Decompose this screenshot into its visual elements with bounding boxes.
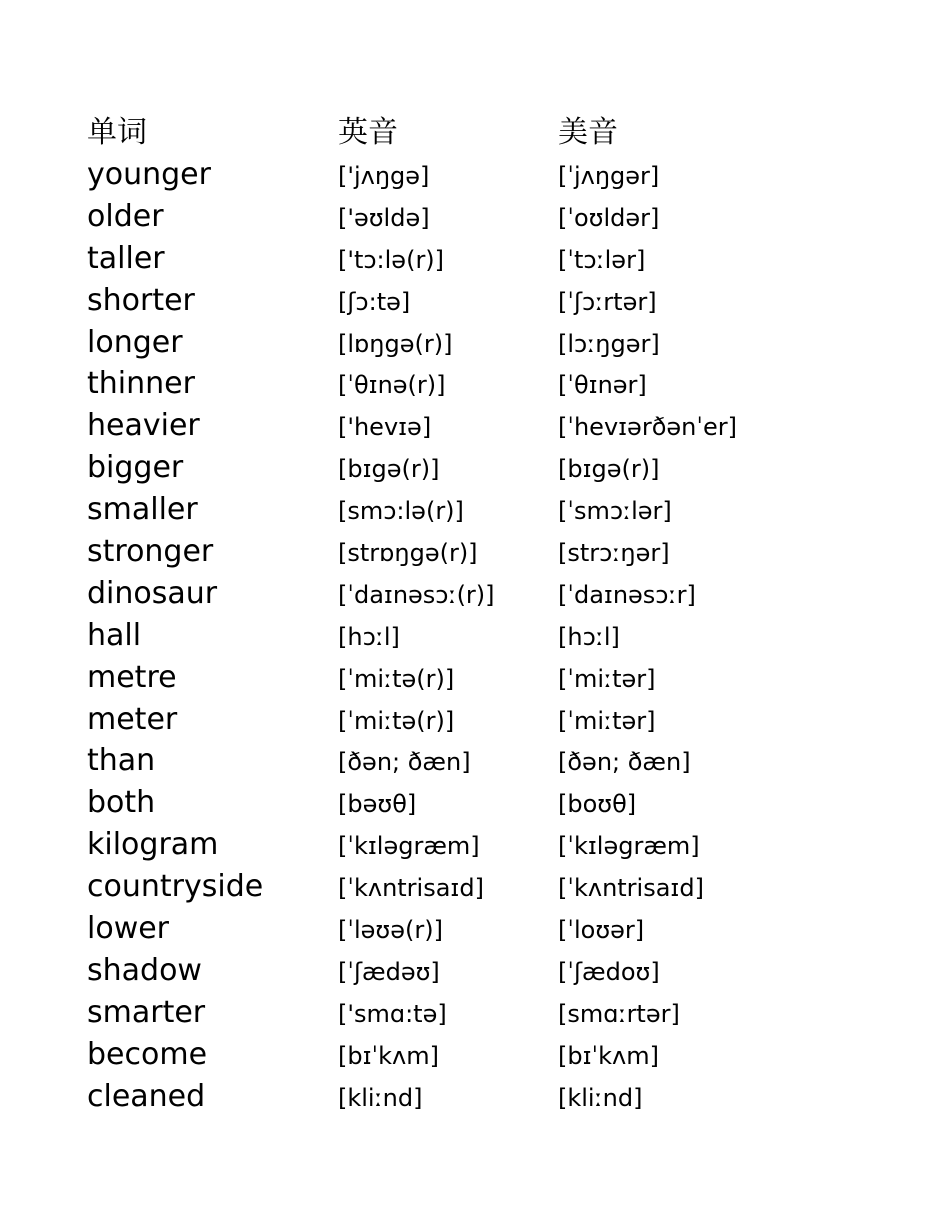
word-cell: cleaned (87, 1078, 206, 1114)
vocab-list (0, 154, 950, 1117)
us-pronunciation-cell: [lɔːŋgər] (558, 329, 660, 358)
table-row (0, 447, 950, 489)
word-cell: lower (87, 911, 170, 947)
word-cell: longer (87, 324, 183, 360)
us-pronunciation-cell: [bɪgə(r)] (558, 455, 660, 484)
table-row (0, 196, 950, 238)
uk-pronunciation-cell: [kliːnd] (338, 1083, 423, 1112)
table-row (0, 866, 950, 908)
table-row (0, 740, 950, 782)
us-pronunciation-cell: [smɑːrtər] (558, 999, 680, 1028)
uk-pronunciation-cell: [bəʊθ] (338, 790, 417, 819)
uk-pronunciation-cell: ['smɑ:tə] (338, 999, 447, 1028)
word-cell: shorter (87, 282, 195, 318)
uk-pronunciation-cell: [ˈmiːtə(r)] (338, 706, 455, 735)
word-cell: metre (87, 659, 177, 695)
word-cell: thinner (87, 366, 195, 402)
table-row (0, 531, 950, 573)
table-row (0, 908, 950, 950)
uk-pronunciation-cell: [smɔ:lə(r)] (338, 497, 464, 526)
uk-pronunciation-cell: ['əʊldə] (338, 203, 430, 232)
us-pronunciation-cell: [bɪˈkʌm] (558, 1041, 659, 1070)
uk-pronunciation-cell: [ˈləʊə(r)] (338, 916, 443, 945)
us-pronunciation-cell: [ðən; ðæn] (558, 748, 691, 777)
word-cell: meter (87, 701, 178, 737)
uk-pronunciation-cell: [ðən; ðæn] (338, 748, 471, 777)
uk-pronunciation-cell: ['tɔ:lə(r)] (338, 245, 445, 274)
us-pronunciation-cell: [ˈjʌŋgər] (558, 162, 660, 190)
table-row (0, 363, 950, 405)
word-cell: stronger (87, 534, 214, 570)
us-pronunciation-cell: [ˈtɔːlər] (558, 245, 646, 274)
uk-pronunciation-cell: [ˈʃædəʊ] (338, 957, 440, 986)
us-pronunciation-cell: [ˈkɪləgræm] (558, 832, 700, 861)
us-pronunciation-cell: [ˈθɪnər] (558, 371, 647, 400)
table-row (0, 280, 950, 322)
header-word: 单词 (87, 115, 147, 150)
table-row (0, 950, 950, 992)
us-pronunciation-cell: [hɔːl] (558, 622, 620, 651)
us-pronunciation-cell: [ˈʃɔːrtər] (558, 287, 657, 316)
uk-pronunciation-cell: [strɒŋgə(r)] (338, 539, 478, 568)
us-pronunciation-cell: [ˈdaɪnəsɔːr] (558, 580, 696, 609)
us-pronunciation-cell: [boʊθ] (558, 790, 637, 819)
us-pronunciation-cell: [strɔːŋər] (558, 539, 670, 568)
word-cell: shadow (87, 952, 202, 988)
table-row (0, 405, 950, 447)
uk-pronunciation-cell: [ˈmiːtə(r)] (338, 664, 455, 693)
us-pronunciation-cell: [ˈʃædoʊ] (558, 957, 660, 986)
header-us-pronunciation: 美音 (558, 115, 618, 150)
table-row (0, 238, 950, 280)
uk-pronunciation-cell: [ˈθɪnə(r)] (338, 371, 446, 400)
word-cell: become (87, 1036, 208, 1072)
table-row (0, 615, 950, 657)
us-pronunciation-cell: [ˈloʊər] (558, 916, 645, 945)
uk-pronunciation-cell: [bɪgə(r)] (338, 455, 440, 484)
word-cell: countryside (87, 869, 264, 905)
word-cell: smaller (87, 492, 198, 528)
us-pronunciation-cell: [kliːnd] (558, 1083, 643, 1112)
uk-pronunciation-cell: [ˈdaɪnəsɔː(r)] (338, 580, 495, 609)
header-uk-pronunciation: 英音 (338, 115, 398, 150)
word-cell: bigger (87, 450, 184, 486)
uk-pronunciation-cell: ['jʌŋgə] (338, 162, 430, 190)
uk-pronunciation-cell: [bɪˈkʌm] (338, 1041, 439, 1070)
uk-pronunciation-cell: [ʃɔ:tə] (338, 287, 411, 316)
word-cell: older (87, 198, 164, 234)
table-row (0, 1034, 950, 1076)
uk-pronunciation-cell: ['hevɪə] (338, 413, 432, 442)
us-pronunciation-cell: [ˈsmɔːlər] (558, 497, 672, 526)
us-pronunciation-cell: [ˈhevɪərðənˈer] (558, 413, 737, 442)
table-row (0, 699, 950, 741)
us-pronunciation-cell: [ˈmiːtər] (558, 706, 656, 735)
uk-pronunciation-cell: [ˈkʌntrisaɪd] (338, 874, 484, 903)
table-row (0, 322, 950, 364)
word-cell: both (87, 785, 156, 821)
word-cell: than (87, 743, 156, 779)
table-row (0, 992, 950, 1034)
table-row (0, 1076, 950, 1118)
us-pronunciation-cell: [ˈoʊldər] (558, 203, 660, 232)
table-row (0, 154, 950, 196)
table-row (0, 782, 950, 824)
us-pronunciation-cell: [ˈmiːtər] (558, 664, 656, 693)
uk-pronunciation-cell: [ˈkɪləgræm] (338, 832, 480, 861)
word-cell: taller (87, 240, 165, 276)
table-row (0, 573, 950, 615)
table-header (0, 112, 950, 154)
table-row (0, 489, 950, 531)
uk-pronunciation-cell: [lɒŋgə(r)] (338, 329, 453, 358)
table-row (0, 824, 950, 866)
word-cell: kilogram (87, 827, 219, 863)
table-row (0, 657, 950, 699)
word-cell: dinosaur (87, 575, 218, 611)
us-pronunciation-cell: [ˈkʌntrisaɪd] (558, 874, 704, 903)
uk-pronunciation-cell: [hɔːl] (338, 622, 400, 651)
word-cell: hall (87, 617, 142, 653)
word-cell: younger (87, 157, 211, 192)
word-cell: heavier (87, 408, 200, 444)
word-cell: smarter (87, 994, 206, 1030)
